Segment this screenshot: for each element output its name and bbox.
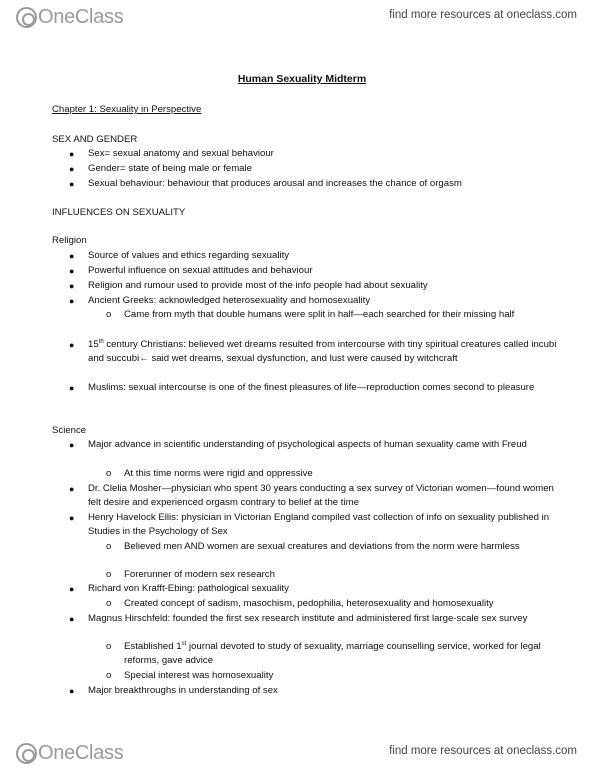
list-item: Muslims: sexual intercourse is one of the finest pleasures of life—reproduction comes second to pleasure [88,382,535,393]
sub-bullet-icon: o [106,309,112,320]
oneclass-logo[interactable] [16,6,123,28]
list-item: Sexual behaviour: behaviour that produces arousal and increases the chance of orgasm [88,178,462,189]
list-item: Source of values and ethics regarding sexuality [88,250,290,261]
header-bar [0,0,595,34]
sub-list-item: Came from myth that double humans were split in half—each searched for their missing half [124,309,515,320]
bullet-icon: ● [69,340,75,350]
header-tagline-link[interactable]: find more resources at oneclass.com [389,9,577,21]
list-item: Ancient Greeks: acknowledged heterosexuality and homosexuality [88,295,371,306]
list-item: 15th century Christians: believed wet dreams resulted from intercourse with tiny spiritual creatures called incubi and succubi← said wet dreams, sexual dysfunction, and lust were caused by witchcraft [88,338,557,365]
list-item: Dr. Clelia Mosher—physician who spent 30 years conducting a sex survey of Victorian women—found women felt desire and experienced orgasm contrary to belief at the time [88,483,554,509]
bullet-icon: ● [69,266,75,276]
oneclass-logo-icon [16,743,37,764]
oneclass-logo-icon [16,7,37,28]
sub-bullet-icon: o [106,541,112,552]
chapter-heading: Chapter 1: Sexuality in Perspective [52,104,202,115]
bullet-icon: ● [69,251,75,261]
sub-bullet-icon: o [106,641,112,652]
list-item: Richard von Krafft-Ebing: pathological sexuality [88,583,289,594]
bullet-icon: ● [69,149,75,159]
bullet-icon: ● [69,296,75,306]
sub-bullet-icon: o [106,569,112,580]
section-heading-sex-gender: SEX AND GENDER [52,134,138,145]
list-item: Henry Havelock Ellis: physician in Victorian England compiled vast collection of info on sexuality published in Studies in the Psychology of Sex [88,512,550,538]
bullet-icon: ● [69,584,75,594]
sub-bullet-icon: o [106,670,112,681]
list-item: Religion and rumour used to provide most of the info people had about sexuality [88,280,428,291]
sub-list-item: At this time norms were rigid and oppressive [124,468,313,479]
list-item: Major breakthroughs in understanding of sex [88,685,278,696]
bullet-icon: ● [69,614,75,624]
sub-bullet-icon: o [106,468,112,479]
bullet-icon: ● [69,440,75,450]
list-item: Gender= state of being male or female [88,163,252,174]
sub-list-item: Forerunner of modern sex research [124,569,275,580]
bullet-icon: ● [69,484,75,494]
bullet-icon: ● [69,179,75,189]
list-item: Sex= sexual anatomy and sexual behaviour [88,148,274,159]
list-item: Powerful influence on sexual attitudes and behaviour [88,265,313,276]
footer-tagline-link[interactable]: find more resources at oneclass.com [389,745,577,757]
oneclass-logo[interactable] [16,742,123,764]
bullet-icon: ● [69,686,75,696]
sub-bullet-icon: o [106,598,112,609]
sub-list-item: Believed men AND women are sexual creatures and deviations from the norm were harmless [124,541,520,552]
bullet-icon: ● [69,383,75,393]
subheading-religion: Religion [52,235,87,246]
subheading-science: Science [52,425,87,436]
bullet-icon: ● [69,164,75,174]
sub-list-item: Created concept of sadism, masochism, pedophilia, heterosexuality and homosexuality [124,598,494,609]
bullet-icon: ● [69,513,75,523]
sub-list-item: Special interest was homosexuality [124,670,274,681]
list-item: Major advance in scientific understanding of psychological aspects of human sexuality came with Freud [88,439,527,450]
document-title: Human Sexuality Midterm [237,73,367,85]
section-heading-influences: INFLUENCES ON SEXUALITY [52,207,186,218]
bullet-icon: ● [69,281,75,291]
logo-text: OneClass [38,742,124,764]
sub-list-item: Established 1st journal devoted to study of sexuality, marriage counselling service, worked for legal reforms, gave advice [124,640,541,667]
logo-text: OneClass [38,6,124,28]
list-item: Magnus Hirschfeld: founded the first sex research institute and administered first large-scale sex survey [88,613,528,624]
footer-bar [0,736,595,770]
